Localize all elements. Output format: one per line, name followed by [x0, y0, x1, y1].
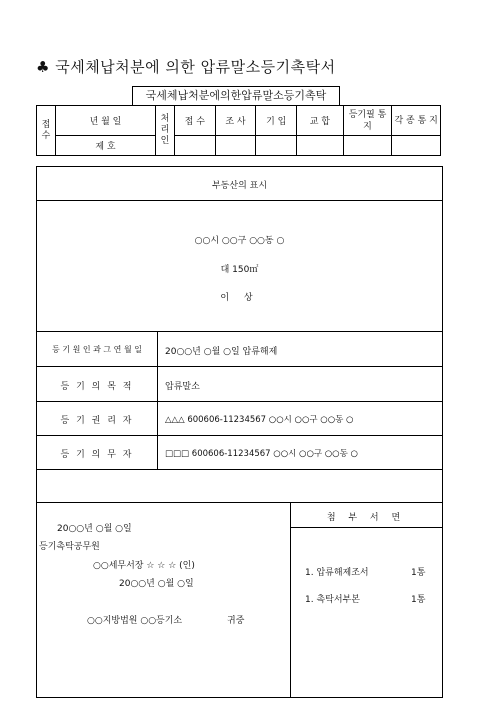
purpose-row [37, 367, 442, 402]
cause-row [37, 332, 442, 367]
footer-recipient-suffix: 귀중 [227, 616, 245, 626]
right-holder-value: △△△ 600606-11234567 ○○시 ○○구 ○○동 ○ [165, 415, 354, 425]
obligor-row [37, 436, 442, 470]
inspect-label: 조 사 [215, 106, 256, 136]
main-form [36, 166, 443, 698]
cause-label: 등 기 원 인 과 그 연 월 일 [52, 345, 142, 354]
process-label: 처 리 인 [156, 106, 175, 156]
property-address: ○○시 ○○구 ○○동 ○ [194, 236, 285, 246]
write-cell [256, 136, 297, 156]
purpose-label: 등 기 의 목 적 [60, 382, 134, 392]
footer-recipient: ○○지방법원 ○○등기소 [87, 616, 183, 626]
purpose-value: 압류말소 [165, 382, 200, 392]
attachment-2: 1. 촉탁서부본 [305, 595, 360, 605]
notice-completion-label: 등기필 통 지 [343, 106, 392, 136]
attachment-2-count: 1통 [411, 595, 426, 605]
inspect-cell [215, 136, 256, 156]
footer-date2: 20○○년 ○월 ○일 [119, 579, 194, 589]
collate-label: 교 합 [297, 106, 344, 136]
footer-official: 등기촉탁공무원 [39, 542, 100, 552]
property-heading-row [37, 167, 442, 201]
footer-date1: 20○○년 ○월 ○일 [57, 524, 132, 534]
attachments-heading: 첨 부 서 면 [326, 513, 406, 523]
various-notice-cell [392, 136, 441, 156]
right-holder-row [37, 402, 442, 436]
attachment-1: 1. 압류해제조서 [305, 568, 369, 578]
right-holder-label: 등 기 권 리 자 [60, 416, 134, 426]
registry-table [36, 105, 441, 156]
cause-value: 20○○년 ○월 ○일 압류해제 [165, 347, 278, 357]
check-label: 접 수 [174, 106, 215, 136]
date-label: 년 월 일 [55, 106, 155, 136]
footer-area [37, 503, 442, 697]
notice-completion-cell [343, 136, 392, 156]
number-label: 제 호 [55, 136, 155, 156]
collate-cell [297, 136, 344, 156]
check-cell [174, 136, 215, 156]
write-label: 기 입 [256, 106, 297, 136]
property-end-note: 이 상 [220, 293, 259, 303]
footer-tax-office: ○○세무서장 ☆ ☆ ☆ (인) [93, 561, 195, 571]
property-heading: 부동산의 표시 [211, 181, 268, 191]
attachment-1-count: 1통 [411, 568, 426, 578]
various-notice-label: 각 종 통 지 [392, 106, 441, 136]
document-subtitle: 국세체납처분에의한압류말소등기촉탁 [132, 86, 340, 106]
obligor-value: □□□ 600606-11234567 ○○시 ○○구 ○○동 ○ [165, 449, 358, 459]
property-description [37, 201, 442, 332]
receipt-label: 접 수 [37, 106, 56, 156]
obligor-label: 등 기 의 무 자 [60, 450, 134, 460]
blank-row [37, 470, 442, 503]
document-title: ♣ 국세체납처분에 의한 압류말소등기촉탁서 [36, 58, 336, 76]
property-area: 대 150㎡ [220, 265, 259, 275]
